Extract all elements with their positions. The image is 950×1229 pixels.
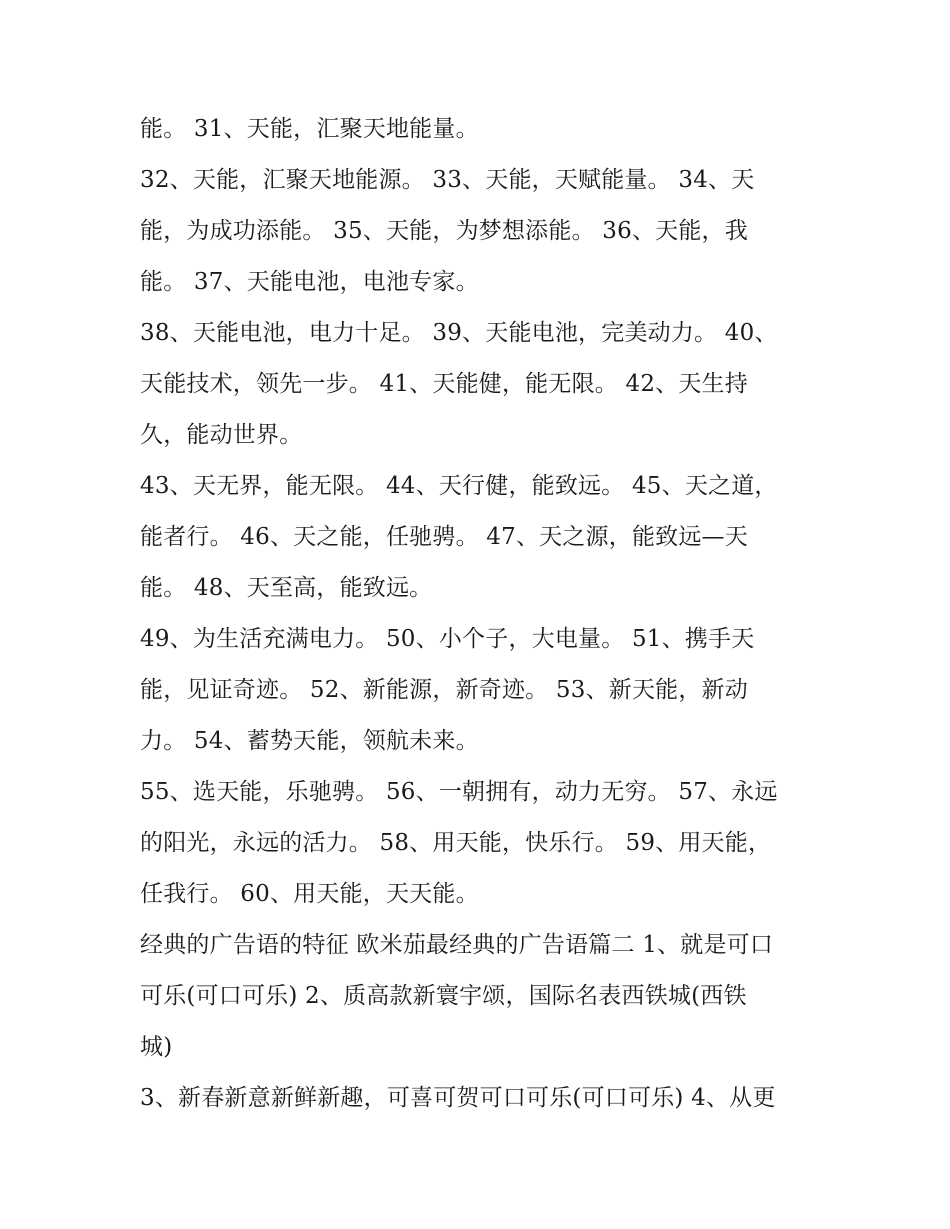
paragraph (140, 155, 820, 308)
text-line: 32、天能，汇聚天地能源。 33、天能，天赋能量。 34、天 (140, 167, 755, 193)
text-line: 3、新春新意新鲜新趣，可喜可贺可口可乐(可口可乐) 4、从更 (140, 1085, 776, 1111)
text-line: 经典的广告语的特征 欧米茄最经典的广告语篇二 1、就是可口 (140, 932, 774, 958)
paragraph (140, 1073, 820, 1124)
paragraph (140, 308, 820, 461)
text-line: 力。 54、蓄势天能，领航未来。 (140, 728, 479, 754)
text-line: 55、选天能，乐驰骋。 56、一朝拥有，动力无穷。 57、永远 (140, 779, 778, 805)
text-line: 能，见证奇迹。 52、新能源，新奇迹。 53、新天能，新动 (140, 677, 748, 703)
text-line: 38、天能电池，电力十足。 39、天能电池，完美动力。 40、 (140, 320, 778, 346)
paragraph (140, 614, 820, 767)
text-line: 能者行。 46、天之能，任驰骋。 47、天之源，能致远—天 (140, 524, 748, 550)
text-line: 久，能动世界。 (140, 422, 303, 448)
text-line: 能。 31、天能，汇聚天地能量。 (140, 116, 479, 142)
document-body (140, 104, 820, 1124)
text-line: 能。 48、天至高，能致远。 (140, 575, 433, 601)
text-line: 可乐(可口可乐) 2、质高款新寰宇颂，国际名表西铁城(西铁 (140, 983, 747, 1009)
paragraph (140, 104, 820, 155)
text-line: 43、天无界，能无限。 44、天行健，能致远。 45、天之道， (140, 473, 778, 499)
text-line: 天能技术，领先一步。 41、天能健，能无限。 42、天生持 (140, 371, 748, 397)
paragraph (140, 767, 820, 920)
text-line: 城) (140, 1034, 173, 1060)
text-line: 49、为生活充满电力。 50、小个子，大电量。 51、携手天 (140, 626, 755, 652)
text-line: 任我行。 60、用天能，天天能。 (140, 881, 479, 907)
text-line: 能。 37、天能电池，电池专家。 (140, 269, 479, 295)
paragraph (140, 920, 820, 1073)
text-line: 的阳光，永远的活力。 58、用天能，快乐行。 59、用天能， (140, 830, 772, 856)
text-line: 能，为成功添能。 35、天能，为梦想添能。 36、天能，我 (140, 218, 748, 244)
paragraph (140, 461, 820, 614)
